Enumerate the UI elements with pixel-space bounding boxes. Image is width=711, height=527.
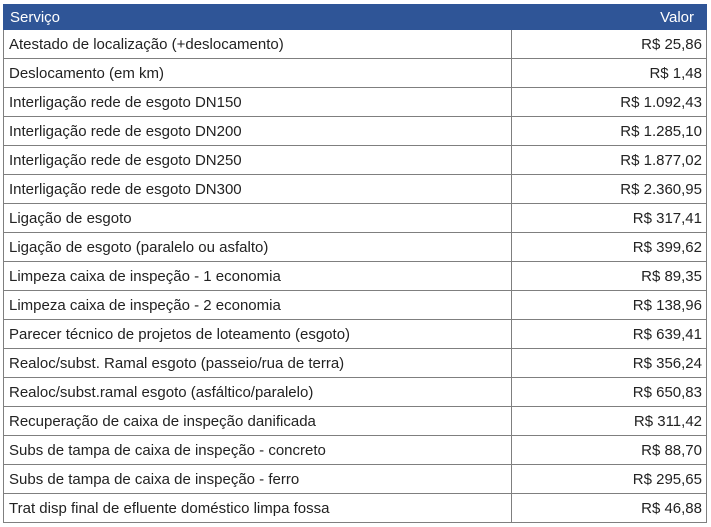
table-row [4, 320, 707, 349]
value-cell: R$ 46,88 [512, 494, 707, 523]
table-row [4, 436, 707, 465]
service-cell: Interligação rede de esgoto DN250 [4, 146, 512, 175]
service-cell: Recuperação de caixa de inspeção danificada [4, 407, 512, 436]
table-row [4, 117, 707, 146]
table-row [4, 465, 707, 494]
service-cell: Parecer técnico de projetos de loteamento (esgoto) [4, 320, 512, 349]
value-cell: R$ 295,65 [512, 465, 707, 494]
table-row [4, 146, 707, 175]
value-cell: R$ 2.360,95 [512, 175, 707, 204]
service-cell: Interligação rede de esgoto DN300 [4, 175, 512, 204]
service-cell: Trat disp final de efluente doméstico limpa fossa [4, 494, 512, 523]
table-body [4, 30, 707, 523]
table-row [4, 407, 707, 436]
service-cell: Realoc/subst. Ramal esgoto (passeio/rua de terra) [4, 349, 512, 378]
table-row [4, 378, 707, 407]
service-cell: Subs de tampa de caixa de inspeção - ferro [4, 465, 512, 494]
table-row [4, 88, 707, 117]
service-cell: Ligação de esgoto (paralelo ou asfalto) [4, 233, 512, 262]
column-header-value: Valor [512, 5, 707, 30]
table-header-row [4, 5, 707, 30]
service-cell: Subs de tampa de caixa de inspeção - concreto [4, 436, 512, 465]
value-cell: R$ 25,86 [512, 30, 707, 59]
value-cell: R$ 1.092,43 [512, 88, 707, 117]
service-cell: Atestado de localização (+deslocamento) [4, 30, 512, 59]
value-cell: R$ 88,70 [512, 436, 707, 465]
value-cell: R$ 89,35 [512, 262, 707, 291]
service-cell: Realoc/subst.ramal esgoto (asfáltico/paralelo) [4, 378, 512, 407]
service-cell: Ligação de esgoto [4, 204, 512, 233]
value-cell: R$ 311,42 [512, 407, 707, 436]
table-row [4, 59, 707, 88]
table-row [4, 233, 707, 262]
service-cell: Interligação rede de esgoto DN150 [4, 88, 512, 117]
value-cell: R$ 1.877,02 [512, 146, 707, 175]
table-row [4, 262, 707, 291]
table-row [4, 494, 707, 523]
price-table [3, 4, 707, 523]
table-row [4, 204, 707, 233]
service-cell: Interligação rede de esgoto DN200 [4, 117, 512, 146]
value-cell: R$ 650,83 [512, 378, 707, 407]
value-cell: R$ 1.285,10 [512, 117, 707, 146]
value-cell: R$ 639,41 [512, 320, 707, 349]
value-cell: R$ 399,62 [512, 233, 707, 262]
value-cell: R$ 138,96 [512, 291, 707, 320]
service-cell: Limpeza caixa de inspeção - 2 economia [4, 291, 512, 320]
value-cell: R$ 317,41 [512, 204, 707, 233]
value-cell: R$ 356,24 [512, 349, 707, 378]
value-cell: R$ 1,48 [512, 59, 707, 88]
table-row [4, 30, 707, 59]
table-row [4, 175, 707, 204]
column-header-service: Serviço [4, 5, 512, 30]
service-cell: Deslocamento (em km) [4, 59, 512, 88]
service-cell: Limpeza caixa de inspeção - 1 economia [4, 262, 512, 291]
table-row [4, 291, 707, 320]
table-row [4, 349, 707, 378]
